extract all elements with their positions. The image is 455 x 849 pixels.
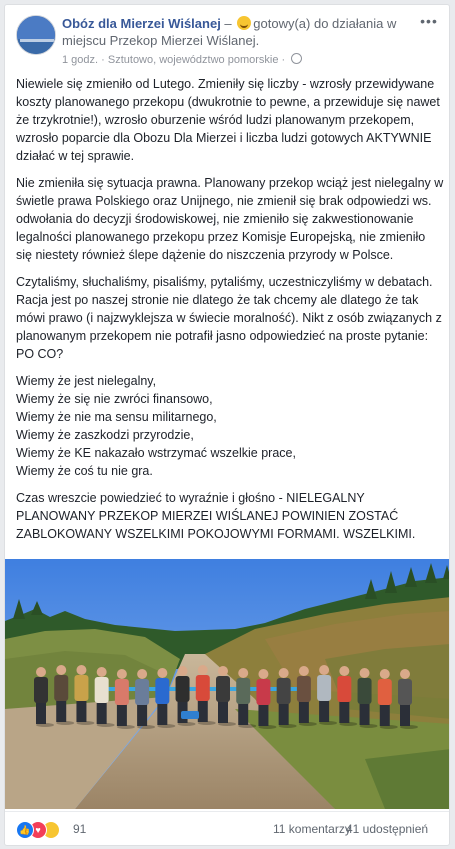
shares-count-link[interactable]: 41 udostępnień [346, 822, 429, 836]
smile-emoji-icon [237, 16, 251, 30]
post-paragraph: Czytaliśmy, słuchaliśmy, pisaliśmy, pytaliśmy, uczestniczyliśmy w debatach. Racja jest po naszej stronie nie dlatego że tak chcemy ale dlatego że tak mówi prawo (i najzwyklejsza w świecie moralność). Nikt z osób związanych z planowanym przekopem nie potrafił jasno odpowiedzieć na proste pytanie: PO CO? [16, 275, 442, 361]
list-line: Wiemy że się nie zwróci finansowo, [16, 392, 213, 406]
post-headline [62, 15, 412, 49]
like-icon: 👍 [16, 821, 34, 839]
list-line: Wiemy że jest nielegalny, [16, 374, 157, 388]
list-line: Wiemy że coś tu nie gra. [16, 464, 153, 478]
post-header [5, 5, 449, 71]
post-closing: Czas wreszcie powiedzieć to wyraźnie i głośno - NIELEGALNY PLANOWANY PRZEKOP MIERZEI WIŚLANEJ POWINIEN ZOSTAĆ ZABLOKOWANY WSZELKIMI POKOJOWYMI FORMAMI. WSZELKIMI. [16, 491, 416, 541]
road-object [181, 711, 199, 719]
meta-separator: · [98, 54, 108, 66]
comments-count-link[interactable]: 11 komentarzy [273, 822, 351, 836]
reactions-bar [5, 811, 449, 846]
post-card [4, 4, 450, 846]
post-body [16, 75, 444, 552]
post-photo[interactable] [5, 559, 449, 809]
meta-separator: · [278, 54, 289, 66]
post-time-link[interactable]: 1 godz. [62, 54, 99, 66]
reaction-count[interactable]: 91 [73, 822, 87, 836]
list-line: Wiemy że KE nakazało wstrzymać wszelkie prace, [16, 446, 296, 460]
photo-scene [5, 559, 449, 809]
list-line: Wiemy że nie ma sensu militarnego, [16, 410, 217, 424]
list-line: Wiemy że zaszkodzi przyrodzie, [16, 428, 194, 442]
page-avatar[interactable] [16, 15, 56, 55]
status-prefix: – [220, 16, 236, 31]
status-text: gotowy(a) do działania w miejscu Przekop Mierzei Wiślanej. [62, 16, 397, 48]
more-options-button[interactable]: ••• [420, 13, 438, 29]
post-paragraph: Nie zmieniła się sytuacja prawna. Planowany przekop wciąż jest nielegalny w świetle prawa Polskiego oraz Unijnego, nie zmienił się brak odpowiedzi ws. odwołania do decyzji środowiskowej, nie zmieniło się zakwestionowanie legalności planowanego przekopu przez Komisje Europejską, nie zmieniło się niestety również ślepe dążenie do niszczenia przyrody w Polsce. [16, 176, 444, 262]
post-meta [62, 53, 302, 66]
post-location[interactable]: Sztutowo, województwo pomorskie [107, 54, 279, 66]
page-name-link[interactable]: Obóz dla Mierzei Wiślanej [62, 16, 221, 31]
post-paragraph: Niewiele się zmieniło od Lutego. Zmieniły się liczby - wzrosły przewidywane koszty planowanego przekopu (dwukrotnie to pewne, a przewiduje się nawet że trzykrotnie!), wzrosło oburzenie wśród ludzi planowanym przekopem, wzrosło poparcie dla Obozu Dla Mierzei i liczba ludzi gotowych AKTYWNIE działać w tej sprawie. [16, 77, 440, 163]
love-icon: ♥ [29, 821, 47, 839]
post-list [16, 372, 444, 480]
globe-icon [291, 53, 302, 64]
